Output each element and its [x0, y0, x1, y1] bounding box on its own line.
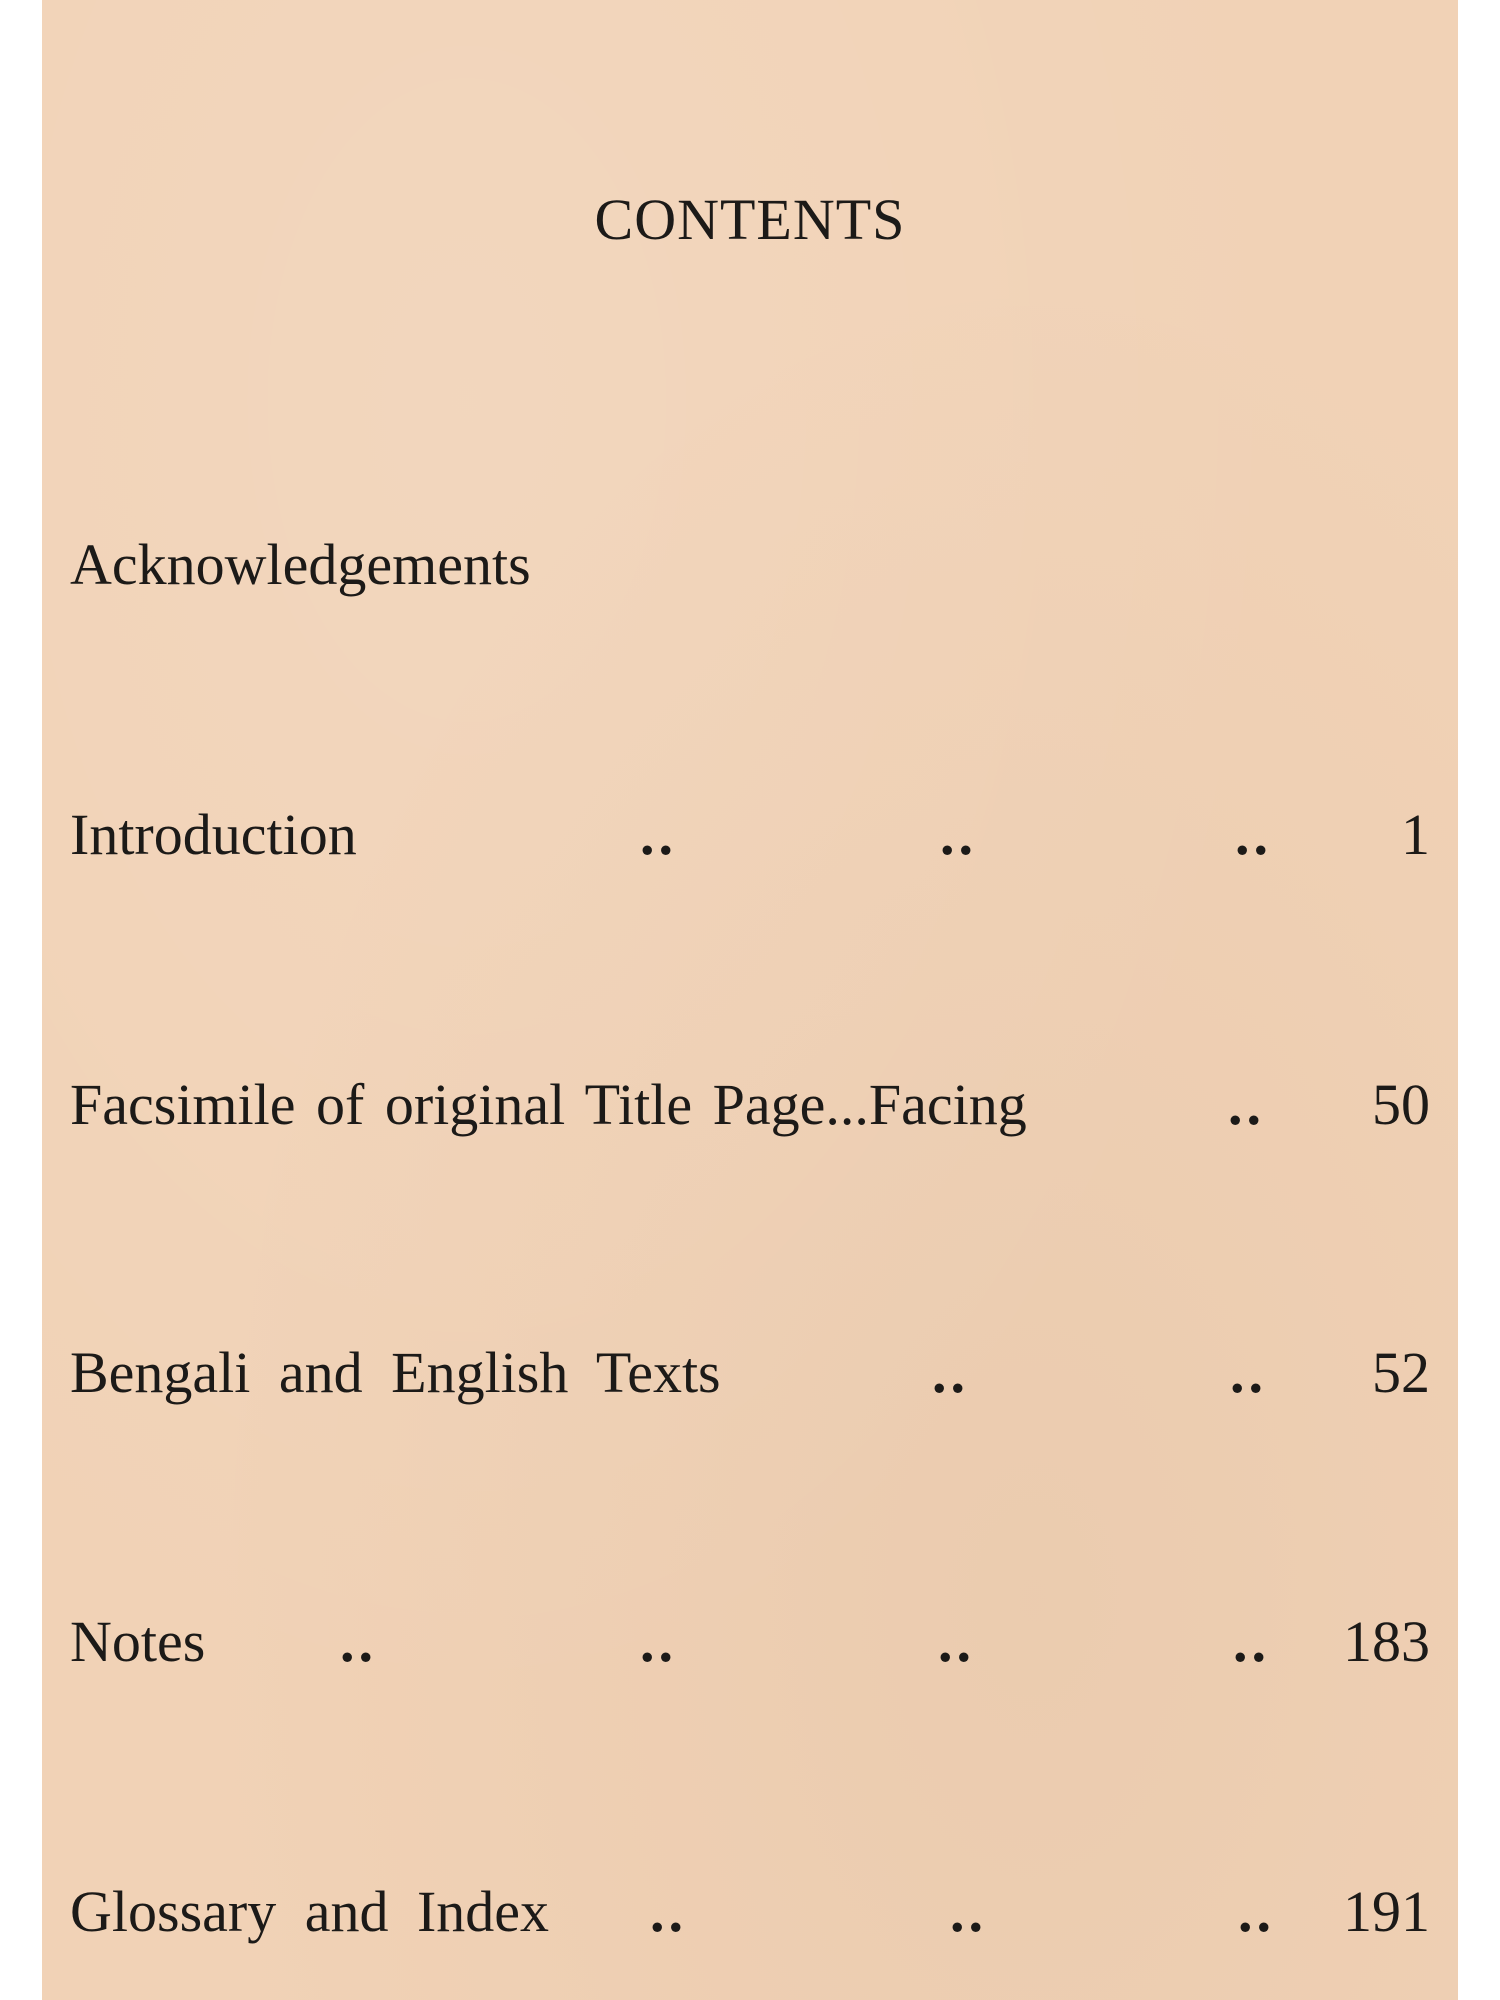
toc-entry-label: Notes — [70, 1609, 206, 1674]
toc-entry-bengali-english-texts — [70, 1333, 1430, 1413]
dot-leader: .. — [640, 802, 677, 867]
toc-entry-label: Facsimile of original Title Page...Facing — [70, 1072, 1027, 1137]
book-page — [42, 0, 1458, 2000]
dot-leader: .. — [1230, 1340, 1267, 1405]
toc-entry-label: Bengali and English Texts — [70, 1340, 721, 1405]
toc-entry-page-number: 191 — [1343, 1879, 1430, 1944]
toc-entry-page-number: 183 — [1343, 1609, 1430, 1674]
toc-entry-notes — [70, 1602, 1430, 1682]
dot-leader: .. — [950, 1879, 987, 1944]
toc-entry-glossary-index — [70, 1872, 1430, 1952]
dot-leader: .. — [938, 1609, 975, 1674]
toc-entry-label: Acknowledgements — [70, 532, 531, 597]
dot-leader: .. — [650, 1879, 687, 1944]
contents-list — [70, 0, 1430, 2000]
toc-entry-label: Introduction — [70, 802, 357, 867]
dot-leader: .. — [640, 1609, 677, 1674]
dot-leader: .. — [1233, 1609, 1270, 1674]
toc-entry-page-number: 50 — [1372, 1072, 1430, 1137]
toc-entry-label: Glossary and Index — [70, 1879, 550, 1944]
toc-entry-page-number: 1 — [1401, 802, 1430, 867]
dot-leader: .. — [940, 802, 977, 867]
dot-leader: .. — [1238, 1879, 1275, 1944]
page-title: CONTENTS — [594, 187, 906, 252]
toc-entry-page-number: 52 — [1372, 1340, 1430, 1405]
toc-entry-facsimile — [70, 1065, 1430, 1145]
dot-leader: .. — [1235, 802, 1272, 867]
toc-entry-acknowledgements — [70, 525, 1430, 605]
dot-leader: .. — [932, 1340, 969, 1405]
toc-entry-introduction — [70, 795, 1430, 875]
dot-leader: .. — [340, 1609, 377, 1674]
dot-leader: .. — [1228, 1072, 1265, 1137]
